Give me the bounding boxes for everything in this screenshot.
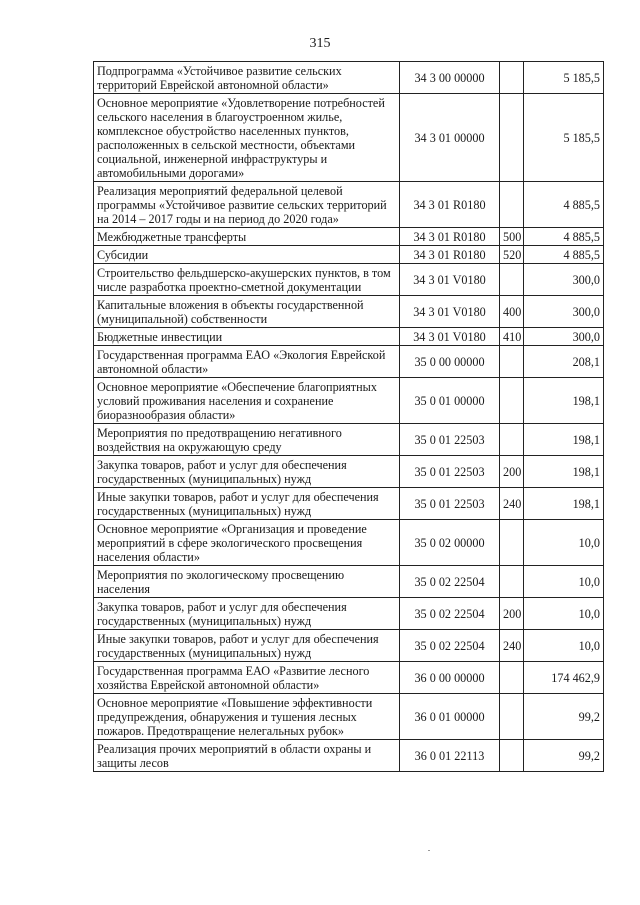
table-row bbox=[94, 246, 604, 264]
table-row bbox=[94, 630, 604, 662]
row-name-cell: Основное мероприятие «Организация и проведение мероприятий в сфере экологического просвещения населения области» bbox=[94, 520, 400, 566]
row-name-cell: Иные закупки товаров, работ и услуг для обеспечения государственных (муниципальных) нужд bbox=[94, 488, 400, 520]
row-sum-cell: 10,0 bbox=[524, 598, 604, 630]
row-sum-cell: 4 885,5 bbox=[524, 246, 604, 264]
row-sum-cell: 174 462,9 bbox=[524, 662, 604, 694]
row-name-cell: Реализация мероприятий федеральной целевой программы «Устойчивое развитие сельских территорий на 2014 – 2017 годы и на период до 2020 года» bbox=[94, 182, 400, 228]
table-row bbox=[94, 598, 604, 630]
row-sum-cell: 300,0 bbox=[524, 328, 604, 346]
row-expense-type-cell: 400 bbox=[500, 296, 524, 328]
row-expense-type-cell bbox=[500, 520, 524, 566]
row-code-cell: 36 0 01 00000 bbox=[400, 694, 500, 740]
row-expense-type-cell bbox=[500, 346, 524, 378]
table-row bbox=[94, 694, 604, 740]
table-row bbox=[94, 740, 604, 772]
row-name-cell: Бюджетные инвестиции bbox=[94, 328, 400, 346]
scan-artifact bbox=[428, 850, 430, 851]
table-row bbox=[94, 520, 604, 566]
row-code-cell: 34 3 01 V0180 bbox=[400, 328, 500, 346]
row-sum-cell: 198,1 bbox=[524, 488, 604, 520]
row-expense-type-cell bbox=[500, 94, 524, 182]
table-row bbox=[94, 566, 604, 598]
row-code-cell: 35 0 02 22504 bbox=[400, 630, 500, 662]
table-row bbox=[94, 296, 604, 328]
row-expense-type-cell: 520 bbox=[500, 246, 524, 264]
row-sum-cell: 4 885,5 bbox=[524, 228, 604, 246]
row-code-cell: 34 3 01 R0180 bbox=[400, 246, 500, 264]
row-code-cell: 35 0 01 00000 bbox=[400, 378, 500, 424]
table-row bbox=[94, 228, 604, 246]
row-code-cell: 35 0 02 22504 bbox=[400, 566, 500, 598]
table-row bbox=[94, 94, 604, 182]
budget-table-body bbox=[94, 62, 604, 772]
row-name-cell: Основное мероприятие «Повышение эффективности предупреждения, обнаружения и тушения лесных пожаров. Предотвращение нелегальных рубок» bbox=[94, 694, 400, 740]
row-name-cell: Мероприятия по экологическому просвещению населения bbox=[94, 566, 400, 598]
table-row bbox=[94, 328, 604, 346]
row-expense-type-cell: 240 bbox=[500, 630, 524, 662]
row-expense-type-cell: 410 bbox=[500, 328, 524, 346]
table-row bbox=[94, 488, 604, 520]
row-code-cell: 36 0 01 22113 bbox=[400, 740, 500, 772]
row-sum-cell: 5 185,5 bbox=[524, 94, 604, 182]
row-name-cell: Основное мероприятие «Удовлетворение потребностей сельского населения в благоустроенном жилье, комплексное обустройство населенных пунктов, расположенных в сельской местности, объектами социальной, инженерной инфраструктуры и автомобильными дорогами» bbox=[94, 94, 400, 182]
table-row bbox=[94, 346, 604, 378]
row-expense-type-cell bbox=[500, 62, 524, 94]
row-code-cell: 35 0 02 22504 bbox=[400, 598, 500, 630]
row-code-cell: 35 0 00 00000 bbox=[400, 346, 500, 378]
row-code-cell: 34 3 01 R0180 bbox=[400, 228, 500, 246]
row-name-cell: Иные закупки товаров, работ и услуг для обеспечения государственных (муниципальных) нужд bbox=[94, 630, 400, 662]
row-code-cell: 35 0 01 22503 bbox=[400, 488, 500, 520]
row-code-cell: 35 0 01 22503 bbox=[400, 456, 500, 488]
row-code-cell: 34 3 00 00000 bbox=[400, 62, 500, 94]
row-name-cell: Закупка товаров, работ и услуг для обеспечения государственных (муниципальных) нужд bbox=[94, 456, 400, 488]
table-row bbox=[94, 378, 604, 424]
page-number: 315 bbox=[309, 36, 331, 51]
row-code-cell: 35 0 02 00000 bbox=[400, 520, 500, 566]
row-sum-cell: 198,1 bbox=[524, 378, 604, 424]
row-code-cell: 34 3 01 00000 bbox=[400, 94, 500, 182]
row-code-cell: 34 3 01 V0180 bbox=[400, 264, 500, 296]
budget-table bbox=[93, 61, 604, 772]
row-expense-type-cell: 200 bbox=[500, 598, 524, 630]
row-code-cell: 34 3 01 R0180 bbox=[400, 182, 500, 228]
row-name-cell: Основное мероприятие «Обеспечение благоприятных условий проживания населения и сохранение биоразнообразия области» bbox=[94, 378, 400, 424]
row-expense-type-cell bbox=[500, 662, 524, 694]
row-expense-type-cell bbox=[500, 264, 524, 296]
row-code-cell: 36 0 00 00000 bbox=[400, 662, 500, 694]
table-row bbox=[94, 62, 604, 94]
row-name-cell: Реализация прочих мероприятий в области охраны и защиты лесов bbox=[94, 740, 400, 772]
row-name-cell: Государственная программа ЕАО «Развитие лесного хозяйства Еврейской автономной области» bbox=[94, 662, 400, 694]
table-row bbox=[94, 182, 604, 228]
row-sum-cell: 198,1 bbox=[524, 456, 604, 488]
row-sum-cell: 10,0 bbox=[524, 566, 604, 598]
row-sum-cell: 300,0 bbox=[524, 296, 604, 328]
row-sum-cell: 5 185,5 bbox=[524, 62, 604, 94]
row-expense-type-cell bbox=[500, 566, 524, 598]
row-expense-type-cell: 240 bbox=[500, 488, 524, 520]
row-sum-cell: 99,2 bbox=[524, 740, 604, 772]
table-row bbox=[94, 662, 604, 694]
row-sum-cell: 4 885,5 bbox=[524, 182, 604, 228]
row-expense-type-cell bbox=[500, 694, 524, 740]
table-row bbox=[94, 264, 604, 296]
row-name-cell: Капитальные вложения в объекты государственной (муниципальной) собственности bbox=[94, 296, 400, 328]
table-row bbox=[94, 424, 604, 456]
row-name-cell: Закупка товаров, работ и услуг для обеспечения государственных (муниципальных) нужд bbox=[94, 598, 400, 630]
row-sum-cell: 99,2 bbox=[524, 694, 604, 740]
row-sum-cell: 10,0 bbox=[524, 520, 604, 566]
row-name-cell: Межбюджетные трансферты bbox=[94, 228, 400, 246]
row-sum-cell: 10,0 bbox=[524, 630, 604, 662]
row-code-cell: 34 3 01 V0180 bbox=[400, 296, 500, 328]
row-expense-type-cell bbox=[500, 740, 524, 772]
row-sum-cell: 300,0 bbox=[524, 264, 604, 296]
row-name-cell: Подпрограмма «Устойчивое развитие сельских территорий Еврейской автономной области» bbox=[94, 62, 400, 94]
row-name-cell: Строительство фельдшерско-акушерских пунктов, в том числе разработка проектно-сметной документации bbox=[94, 264, 400, 296]
table-row bbox=[94, 456, 604, 488]
row-name-cell: Государственная программа ЕАО «Экология Еврейской автономной области» bbox=[94, 346, 400, 378]
row-expense-type-cell bbox=[500, 424, 524, 456]
row-name-cell: Мероприятия по предотвращению негативного воздействия на окружающую среду bbox=[94, 424, 400, 456]
row-code-cell: 35 0 01 22503 bbox=[400, 424, 500, 456]
row-expense-type-cell: 200 bbox=[500, 456, 524, 488]
row-expense-type-cell: 500 bbox=[500, 228, 524, 246]
row-name-cell: Субсидии bbox=[94, 246, 400, 264]
row-expense-type-cell bbox=[500, 182, 524, 228]
row-expense-type-cell bbox=[500, 378, 524, 424]
row-sum-cell: 198,1 bbox=[524, 424, 604, 456]
row-sum-cell: 208,1 bbox=[524, 346, 604, 378]
